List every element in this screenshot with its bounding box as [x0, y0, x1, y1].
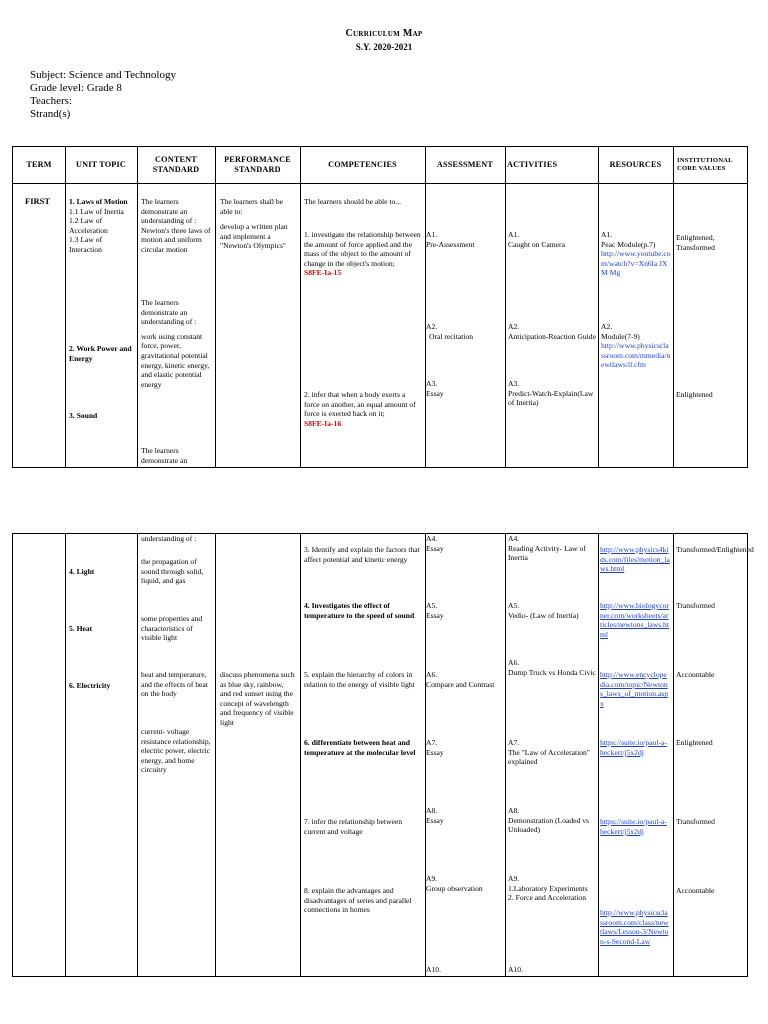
header-competencies: COMPETENCIES [328, 160, 397, 169]
document-meta [30, 69, 176, 121]
document-title: Curriculum Map [345, 28, 423, 39]
header-core-values: INSTITUTIONAL CORE VALUES [677, 157, 733, 172]
assessment-a2: A2. Oral recitation [426, 322, 474, 341]
strand-line: Strand(s) [30, 108, 71, 120]
curriculum-table-part-1 [12, 146, 748, 468]
unit-topic-5: 5. Heat [69, 624, 93, 633]
content-standard-sound: the propagation of sound through solid, liquid, and gas [141, 557, 204, 586]
core-value-2: Enlightened [676, 390, 713, 399]
assessment-a7: A7. Essay [426, 738, 444, 757]
resource-link-encyclopedia[interactable]: http://www.encyclopedia.com/topic/Newtons_laws_of_motion.aspx [600, 670, 669, 708]
competency-code-2: S8FE-Ia-16 [304, 418, 342, 428]
competency-4: 4. Investigates the effect of temperature to the speed of sound [304, 601, 415, 620]
header-assessment: ASSESSMENT [436, 160, 494, 169]
unit-topic-1: 1. Laws of Motion 1.1 Law of Inertia 1.2 Law of Acceleration 1.3 Law of Interaction [69, 197, 128, 254]
resource-link-physicsclassroom[interactable]: http://www.physicsclassroom.com/mmedia/newtlaws/il.cfm [601, 341, 671, 370]
content-standard-electricity: current- voltage resistance relationship, electric power, electric energy, and home circuitry [141, 727, 211, 775]
core-value-4: Transformed/Enlightened [676, 545, 754, 554]
resource-a1: A1. Peac Module(p.7) http://www.youtube.com/watch?v=Xn6la JXM Mg [601, 230, 671, 278]
activity-a5: A5. Vedio- (Law of Inertia) [508, 601, 579, 620]
activity-a7: A7. The "Law of Acceleration" explained [508, 738, 590, 767]
assessment-a10: A10. [426, 965, 441, 974]
core-value-5: Transformed [676, 601, 715, 610]
assessment-a4: A4. Essay [426, 534, 444, 553]
unit-topic-3: 3. Sound [69, 411, 98, 420]
activity-a2: A2. Anticipation-Reaction Guide [508, 322, 596, 341]
resource-link-newton-second-law[interactable]: http://www.physicsclassroom.com/class/newtlaws/Lesson-3/Newton-s-Second-Law [600, 908, 669, 946]
activity-a4: A4. Reading Activity- Law of Inertia [508, 534, 586, 563]
competency-code-1: S8FE-Ia-15 [304, 268, 342, 278]
header-performance-standard: PERFORMANCE STANDARD [224, 155, 291, 174]
grade-level-line: Grade level: Grade 8 [30, 82, 122, 94]
competency-2: 2. infer that when a body exerts a force on another, an equal amount of force is exerted back on it; S8FE-Ia-16 [304, 390, 422, 428]
activity-a8: A8. Demonstration (Loaded vs Unloaded) [508, 806, 589, 835]
core-value-9: Accountable [676, 886, 715, 895]
activity-a1: A1. Caught on Camera [508, 230, 565, 249]
resource-link-suite-2[interactable]: https://suite.io/paul-a-heckert/j5x2dj [600, 817, 667, 836]
assessment-a5: A5. Essay [426, 601, 444, 620]
unit-topic-6: 6. Electricity [69, 681, 111, 690]
content-standard-light: some properties and characteristics of visible light [141, 614, 203, 643]
resource-link-suite-1[interactable]: https://suite.io/paul-a-heckert/j5x2dj [600, 738, 667, 757]
header-resources: RESOURCES [609, 160, 662, 169]
competency-intro: The learners should be able to... [304, 197, 401, 206]
term-label: FIRST [25, 196, 51, 206]
unit-topic-4: 4. Light [69, 567, 95, 576]
content-standard-heat: heat and temperature, and the effects of heat on the body [141, 670, 208, 699]
competency-6: 6. differentiate between heat and temperature at the molecular level [304, 738, 416, 757]
activity-a10: A10. [508, 965, 523, 974]
subject-line: Subject: Science and Technology [30, 69, 176, 81]
performance-standard-2: discuss phenomena such as blue sky, rainbow, and red sunset using the concept of wavelength and frequency of visible light [220, 670, 295, 727]
resource-link-youtube[interactable]: http://www.youtube.com/watch?v=Xn6la JXM Mg [601, 249, 671, 278]
core-value-7: Enlightened [676, 738, 713, 747]
competency-1: 1. investigate the relationship between the amount of force applied and the mass of the object to the amount of change in the object's motion; S8FE-Ia-15 [304, 230, 421, 278]
header-term: TERM [26, 160, 52, 169]
assessment-a3: A3. Essay [426, 379, 444, 398]
competency-7: 7. infer the relationship between current and voltage [304, 817, 403, 836]
teachers-line: Teachers: [30, 95, 72, 107]
unit-topic-2: 2. Work Power and Energy [69, 344, 132, 363]
resource-link-physics4kids[interactable]: http://www.physics4kids.com/files/motion_laws.html [600, 545, 670, 574]
resource-link-biologycorner[interactable]: http://www.biologycorner.com/worksheets/articles/newtons_laws.html [600, 601, 669, 639]
core-value-6: Accountable [676, 670, 715, 679]
school-year: S.Y. 2020-2021 [355, 42, 413, 52]
assessment-a1: A1. Pre-Assessment [426, 230, 475, 249]
core-value-8: Transformed [676, 817, 715, 826]
content-standard-2: The learners demonstrate an understanding of : work using constant force, power, gravitational potential energy, kinetic energy, and elastic potential energy [141, 298, 210, 389]
assessment-a9: A9. Group observation [426, 874, 483, 893]
competency-8: 8. explain the advantages and disadvantages of series and parallel connections in homes [304, 886, 412, 915]
curriculum-table-part-2 [12, 533, 754, 977]
resource-a2: A2. Module(7-9) http://www.physicsclassroom.com/mmedia/newtlaws/il.cfm [601, 322, 671, 370]
activity-a9: A9. 1.Laboratory Experiments 2. Force and Acceleration [508, 874, 588, 903]
core-value-1: Enlightened, Transformed [676, 233, 715, 252]
activity-a3: A3. Predict-Watch-Explain(Law of Inertia) [508, 379, 594, 408]
content-standard-3: The learners demonstrate an [141, 446, 188, 465]
content-standard-1: The learners demonstrate an understanding of : Newton's three laws of motion and uniform circular motion [141, 197, 211, 254]
competency-3: 3. Identify and explain the factors that affect potential and kinetic energy [304, 545, 420, 564]
header-content-standard: CONTENT STANDARD [152, 155, 200, 174]
assessment-a8: A8. Essay [426, 806, 444, 825]
header-unit-topic: UNIT TOPIC [75, 160, 126, 169]
content-standard-3-cont: understanding of : [141, 534, 197, 543]
competency-5: 5. explain the hierarchy of colors in relation to the energy of visible light [304, 670, 415, 689]
activity-a6: A6. Dump Truck vs Honda Civic [508, 658, 596, 677]
assessment-a6: A6. Compare and Contrast [426, 670, 495, 689]
performance-standard-1: The learners shall be able to: develop a written plan and implement a "Newton's Olympics" [220, 197, 288, 251]
header-activities: ACTIVITIES [507, 160, 558, 169]
